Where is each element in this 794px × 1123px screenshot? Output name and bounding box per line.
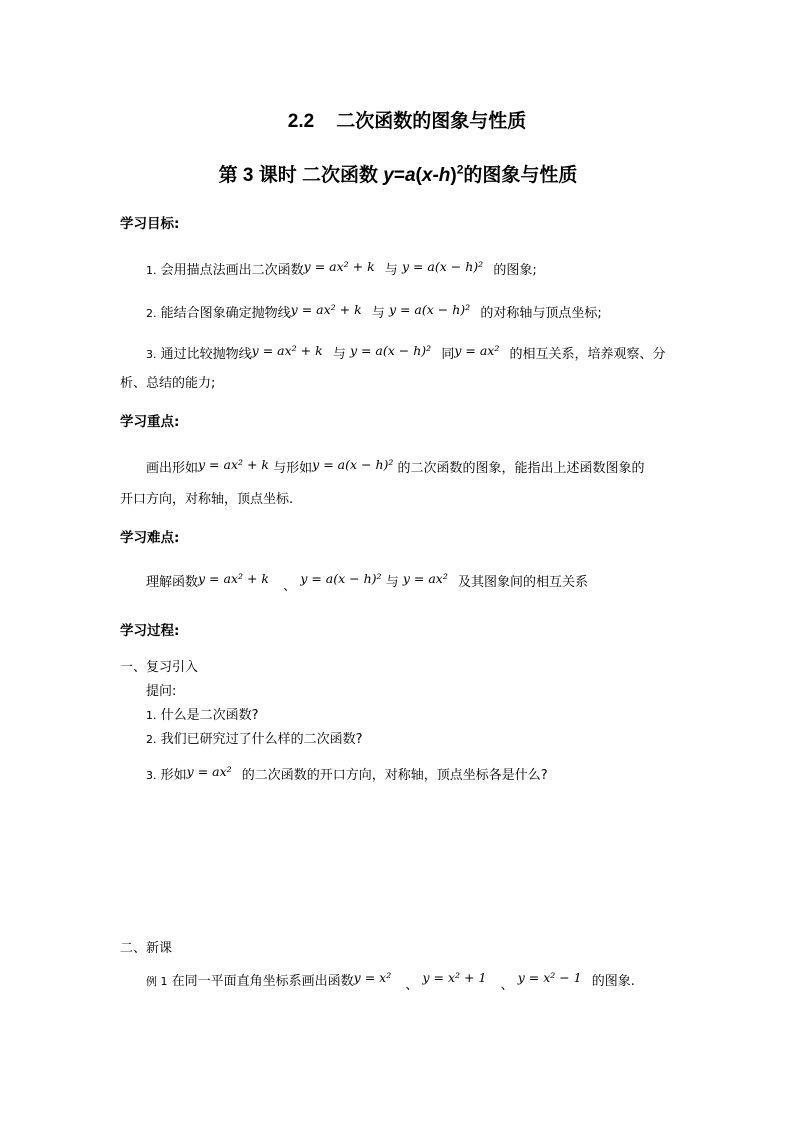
section-number: 2.2 [287, 111, 315, 132]
question-1 [146, 704, 259, 723]
question-1-text: 什么是二次函数? [160, 708, 259, 723]
lesson-var-h: h [438, 165, 451, 186]
question-3-num: 3. [146, 769, 157, 782]
objectives-heading: 学习目标: [120, 216, 180, 232]
formula-ax2-plus-k: y = ax² + k [198, 571, 270, 586]
key-points-heading: 学习重点: [120, 414, 180, 430]
objective-2-text-b: 与 [371, 306, 385, 321]
formula-a-x-minus-h-squared: y = a(x − h)² [388, 302, 471, 317]
lesson-title-suffix: 的图象与性质 [463, 165, 578, 186]
difficulties-heading: 学习难点: [120, 530, 180, 546]
lesson-var-a: a [404, 165, 416, 186]
key-points-text-c: 的二次函数的图象，能指出上述函数图象的 [397, 461, 645, 476]
objective-3-text-c: 同 [441, 347, 455, 362]
formula-a-x-minus-h-squared: y = a(x − h)² [300, 571, 382, 586]
formula-ax2: y = ax² [454, 343, 500, 358]
example-1-text-b: 的图象. [591, 974, 635, 989]
section-title-text: 二次函数的图象与性质 [336, 111, 527, 132]
process-heading: 学习过程: [120, 623, 180, 639]
lesson-var-y: y [383, 165, 394, 186]
question-2-num: 2. [146, 733, 157, 746]
example-1-label: 例 1 [146, 975, 168, 988]
difficulties-text-a: 理解函数 [146, 575, 199, 590]
section-title [0, 106, 794, 133]
formula-ax2-plus-k: y = ax² + k [251, 343, 323, 358]
key-points-line-2: 开口方向，对称轴，顶点坐标. [120, 492, 294, 507]
formula-x2-minus-1: y = x² − 1 [517, 970, 582, 985]
formula-ax2: y = ax² [402, 571, 448, 586]
objective-2-text-c: 的对称轴与顶点坐标; [480, 306, 602, 321]
formula-x2-plus-1: y = x² + 1 [422, 970, 487, 985]
difficulties-text-b: 与 [385, 575, 399, 590]
key-points-line-1 [146, 457, 645, 476]
question-3 [146, 764, 548, 783]
question-3-text-a: 形如 [160, 768, 187, 783]
formula-a-x-minus-h-squared: y = a(x − h)² [349, 343, 432, 358]
formula-a-x-minus-h-squared: y = a(x − h)² [401, 259, 484, 274]
example-1-separator-1: 、 [405, 978, 419, 993]
objective-2-num: 2. [146, 307, 157, 320]
formula-ax2: y = ax² [186, 764, 232, 779]
lesson-var-x: x [421, 165, 433, 186]
difficulties-text-c: 及其图象间的相互关系 [457, 575, 588, 590]
objective-3-text-b: 与 [332, 347, 346, 362]
objective-2-text-a: 能结合图象确定抛物线 [160, 306, 291, 321]
formula-ax2-plus-k: y = ax² + k [303, 259, 375, 274]
review-title: 一、复习引入 [120, 660, 199, 675]
lesson-title-prefix: 第 3 课时 二次函数 [218, 165, 384, 186]
objective-1-text-c: 的图象; [493, 263, 537, 278]
objective-3-num: 3. [146, 348, 157, 361]
lesson-open: ( [415, 165, 422, 186]
objective-3-text-d: 的相互关系，培养观察、分 [509, 347, 666, 362]
objective-2 [146, 302, 602, 321]
objective-3 [146, 343, 666, 362]
lesson-eq: = [393, 165, 405, 186]
objective-1-text-b: 与 [384, 263, 398, 278]
lesson-minus: - [432, 165, 439, 186]
objective-3-continued: 析、总结的能力; [120, 376, 216, 391]
question-2 [146, 728, 363, 747]
formula-x2: y = x² [353, 970, 392, 985]
example-1 [146, 970, 635, 993]
objective-1-num: 1. [146, 264, 157, 277]
difficulties-separator: 、 [283, 579, 297, 594]
difficulties-line [146, 571, 588, 594]
formula-ax2-plus-k: y = ax² + k [290, 302, 362, 317]
objective-1-text-a: 会用描点法画出二次函数 [160, 263, 304, 278]
ask-label: 提问: [146, 684, 177, 699]
new-lesson-title: 二、新课 [120, 941, 173, 956]
key-points-text-a: 画出形如 [146, 461, 199, 476]
question-3-text-b: 的二次函数的开口方向，对称轴，顶点坐标各是什么? [241, 768, 548, 783]
example-1-text-a: 在同一平面直角坐标系画出函数 [171, 974, 354, 989]
formula-a-x-minus-h-squared: y = a(x − h)² [312, 457, 394, 472]
example-1-separator-2: 、 [500, 978, 514, 993]
lesson-exp: 2 [456, 162, 464, 177]
question-1-num: 1. [146, 709, 157, 722]
objective-1 [146, 259, 537, 278]
question-2-text: 我们已研究过了什么样的二次函数? [160, 732, 363, 747]
lesson-title [0, 160, 794, 187]
key-points-text-b: 与形如 [273, 461, 313, 476]
lesson-close: ) [450, 165, 457, 186]
objective-3-text-a: 通过比较抛物线 [160, 347, 252, 362]
formula-ax2-plus-k: y = ax² + k [198, 457, 270, 472]
